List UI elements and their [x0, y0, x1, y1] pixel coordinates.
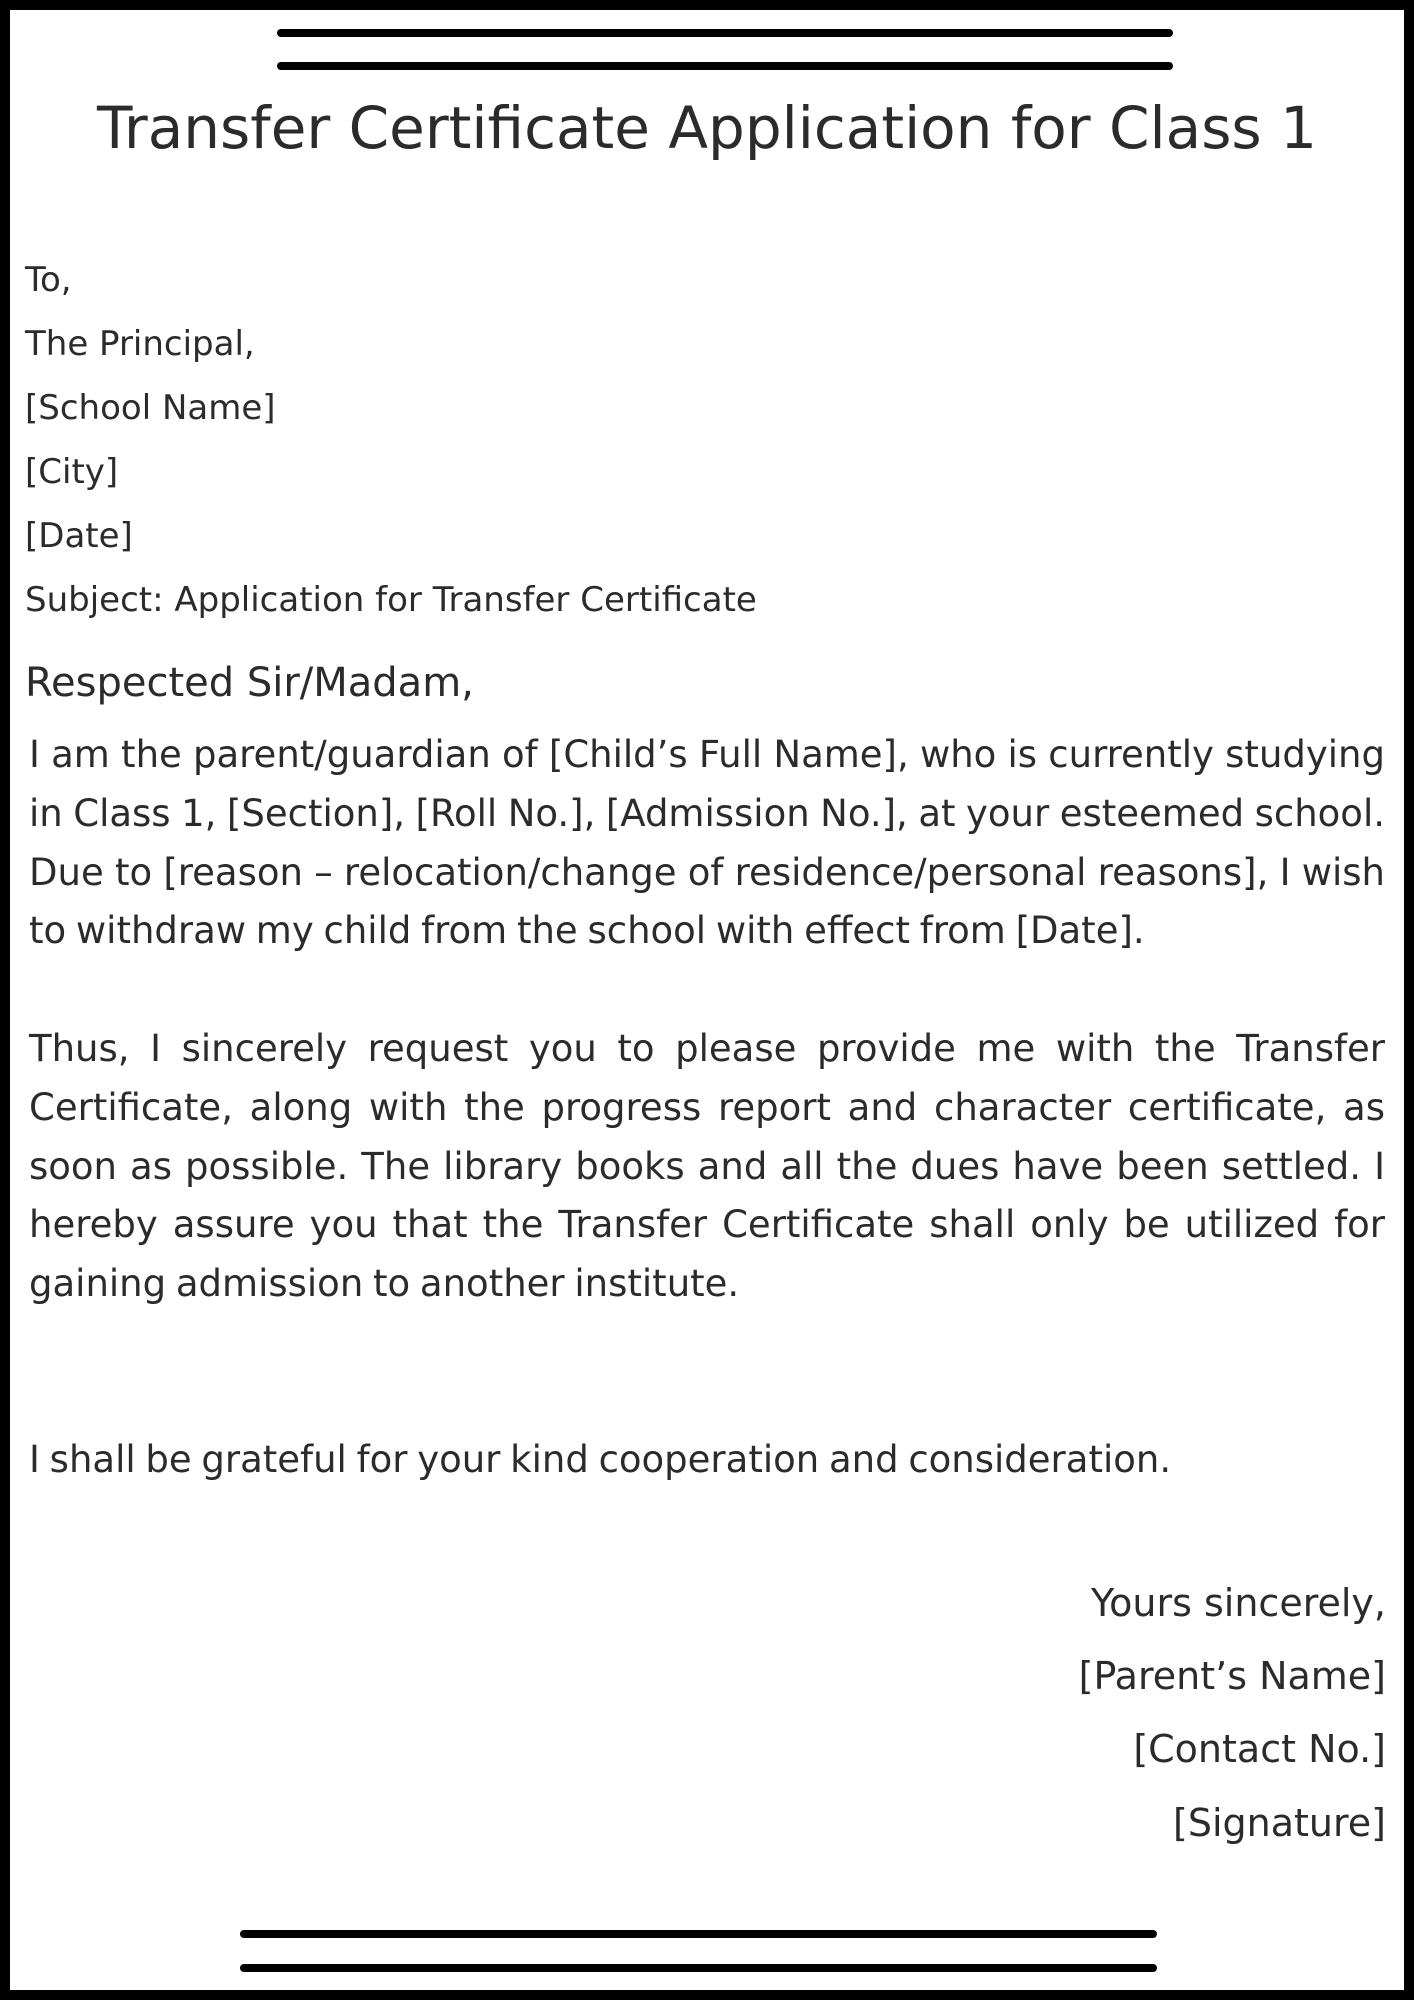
contact-number-placeholder: [Contact No.]	[1133, 1727, 1386, 1771]
signature-placeholder: [Signature]	[1173, 1801, 1386, 1845]
body-paragraph-request: Thus, I sincerely request you to please provide me with the Transfer Certificate, along with the progress report and character certificate, as soon as possible. The library books and all the dues have been settled. I hereby assure you that the Transfer Certificate shall only be utilized for gaining admission to another institute.	[29, 1027, 1385, 1306]
subject-line: Subject: Application for Transfer Certificate	[25, 580, 757, 620]
city-placeholder: [City]	[25, 452, 119, 492]
school-name-placeholder: [School Name]	[25, 388, 276, 428]
body-paragraph-gratitude: I shall be grateful for your kind cooperation and consideration.	[29, 1438, 1172, 1481]
valediction: Yours sincerely,	[1090, 1581, 1386, 1625]
top-decorative-rule-second	[277, 62, 1173, 70]
date-placeholder: [Date]	[25, 516, 133, 556]
bottom-decorative-rule-second	[240, 1964, 1157, 1972]
top-decorative-rule	[277, 29, 1173, 37]
recipient-line: The Principal,	[25, 324, 255, 364]
parent-name-placeholder: [Parent’s Name]	[1078, 1654, 1386, 1698]
document-title: Transfer Certificate Application for Class 1	[97, 94, 1317, 162]
salutation: Respected Sir/Madam,	[25, 660, 474, 706]
address-to-line: To,	[25, 260, 72, 300]
body-paragraph-withdrawal: I am the parent/guardian of [Child’s Full Name], who is currently studying in Class 1, [Section], [Roll No.], [Admission No.], at your esteemed school. Due to [reason – relocation/change of residence/personal reasons], I wish to withdraw my child from the school with effect from [Date].	[29, 733, 1385, 953]
bottom-decorative-rule	[240, 1930, 1157, 1938]
